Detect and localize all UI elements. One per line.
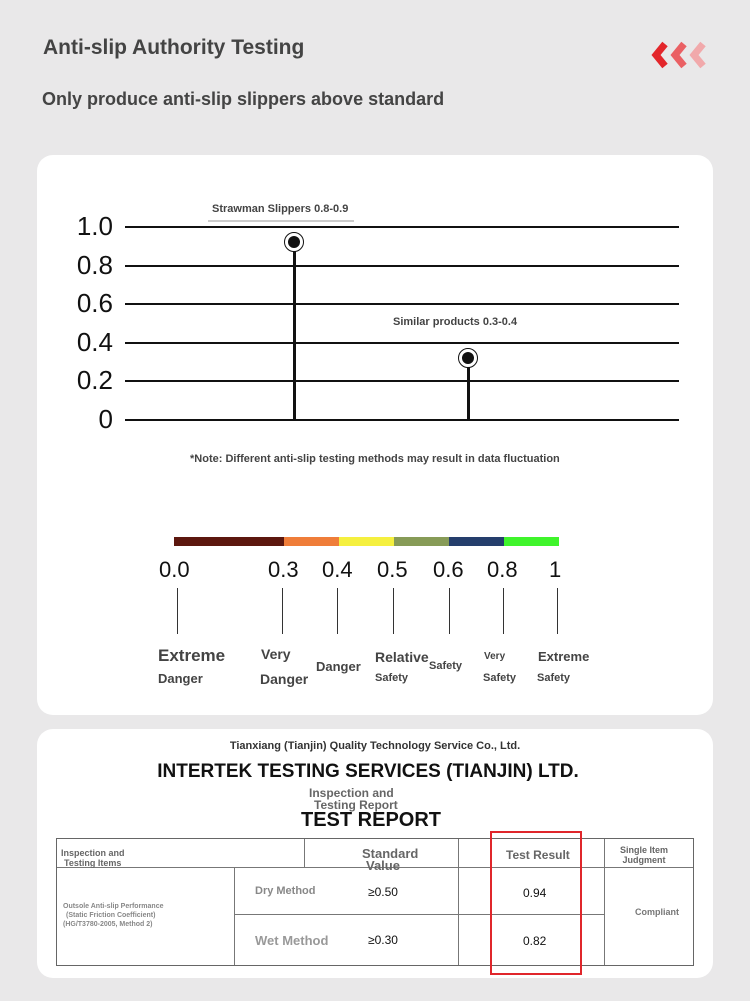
scale-tick-line [557,588,558,634]
report-small-title-1: Inspection and [309,786,394,800]
y-tick-label: 0.8 [76,249,113,280]
results-table [56,838,694,966]
chevron-left-icon [650,40,714,70]
header-standard-line1: Standard [362,846,419,861]
y-tick-label: 0.6 [76,288,113,319]
method-dry: Dry Method [255,885,316,897]
scale-tick-line [337,588,338,634]
scale-tick-line [393,588,394,634]
scale-label: Danger [158,671,203,686]
scale-label: Safety [537,672,571,684]
report-title: TEST REPORT [301,809,442,831]
header-standard [362,848,418,872]
chart-card [37,155,713,715]
report-small-title-2: Testing Report [314,798,398,812]
scale-label: Very [484,651,506,662]
scale-label: Very [261,646,291,662]
scale-tick-label: 1 [549,557,562,582]
scale-label: Safety [375,672,409,684]
standard-wet: ≥0.30 [368,933,398,947]
scale-label: Safety [429,660,463,672]
point-annotation: Similar products 0.3-0.4 [393,316,518,328]
header-standard-line2: Value [366,858,400,873]
company-name: Tianxiang (Tianjin) Quality Technology Service Co., Ltd. [229,740,521,752]
y-tick-label: 0 [98,404,113,434]
header-judgment-line2: Judgment [622,855,666,865]
header-judgment [620,845,668,865]
scale-tick-label: 0.0 [159,557,190,582]
scale-label: Extreme [158,646,226,665]
standard-dry: ≥0.50 [368,885,398,899]
scale-segment [174,537,284,546]
scale-segment [284,537,339,546]
point-annotation: Strawman Slippers 0.8-0.9 [208,203,354,222]
chart-note: *Note: Different anti-slip testing methods may result in data fluctuation [190,453,560,465]
method-wet: Wet Method [255,933,329,948]
y-tick-label: 0.2 [76,365,113,396]
report-card [37,729,713,978]
header-judgment-line1: Single Item [620,845,669,855]
header-items-line2: Testing Items [64,858,122,868]
header-result: Test Result [506,848,570,862]
scale-segment [449,537,504,546]
scale-label: Relative [375,649,429,665]
scale-tick-label: 0.4 [322,557,353,582]
test-item-line3: (HG/T3780-2005, Method 2) [63,921,153,928]
scale-segment [339,537,394,546]
scale-tick-line [449,588,450,634]
result-highlight-box [490,831,582,975]
scale-segment [394,537,449,546]
result-dry: 0.94 [523,886,547,900]
scale-tick-label: 0.3 [268,557,299,582]
y-tick-label: 1.0 [76,211,113,241]
scale-tick-label: 0.6 [433,557,464,582]
scale-label: Extreme [538,649,590,664]
page-subtitle: Only produce anti-slip slippers above standard [42,89,445,109]
scale-label: Safety [483,672,517,684]
test-item-line1: Outsole Anti-slip Performance [63,903,164,910]
scale-tick-line [503,588,504,634]
page-title: Anti-slip Authority Testing [43,36,305,59]
scale-segment [504,537,559,546]
safety-scale [37,155,713,715]
scale-label: Danger [260,671,309,687]
scale-tick-line [282,588,283,634]
header-items-line1: Inspection and [61,848,125,858]
scale-tick-line [177,588,178,634]
judgment-value: Compliant [635,907,679,917]
org-name: INTERTEK TESTING SERVICES (TIANJIN) LTD. [157,761,579,782]
y-tick-label: 0.4 [76,326,113,357]
scale-tick-label: 0.8 [487,557,518,582]
test-item [63,902,163,929]
scale-label: Danger [316,659,361,674]
header-items [61,848,125,868]
result-wet: 0.82 [523,934,547,948]
scale-tick-label: 0.5 [377,557,408,582]
test-item-line2: (Static Friction Coefficient) [66,912,156,919]
